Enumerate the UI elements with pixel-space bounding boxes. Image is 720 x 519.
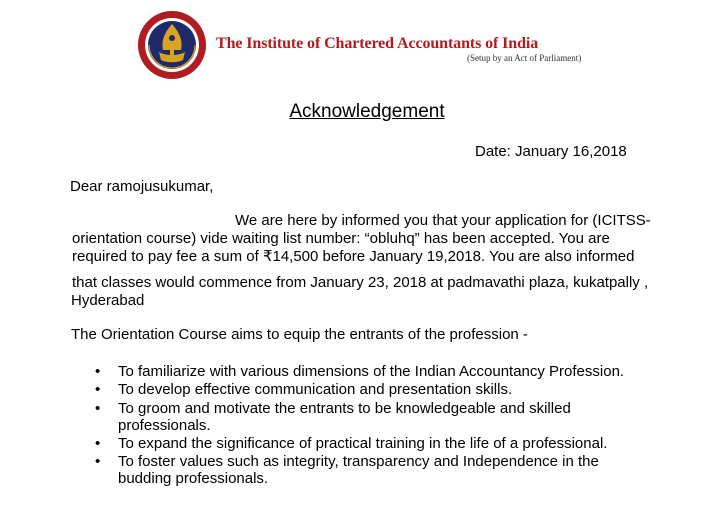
list-item-text: To groom and motivate the entrants to be knowledgeable and skilled [118,400,571,417]
body-line: required to pay fee a sum of ₹14,500 before January 19,2018. You are also informed [72,248,635,265]
body-line: Hyderabad [71,292,145,309]
list-item-text: To develop effective communication and presentation skills. [118,381,513,398]
letterhead [137,10,597,80]
list-item [92,363,624,380]
list-item-text: professionals. [118,417,211,434]
aims-list [92,363,624,487]
org-subtitle: (Setup by an Act of Parliament) [467,53,582,63]
aims-intro: The Orientation Course aims to equip the entrants of the profession - [71,326,528,343]
list-item-text: To expand the significance of practical training in the life of a professional. [118,435,608,452]
icai-emblem-icon [137,10,207,80]
list-item [92,381,624,398]
body-line: We are here by informed you that your application for (ICITSS- [235,212,651,229]
body-line: that classes would commence from January 23, 2018 at padmavathi plaza, kukatpally , [72,274,649,291]
list-item [92,453,624,487]
bullet-icon: • [95,435,101,452]
bullet-icon: • [95,453,101,470]
list-item [92,435,624,452]
bullet-icon: • [95,400,101,417]
body-line: orientation course) vide waiting list number: “obluhq” has been accepted. You are [72,230,610,247]
list-item-text: To foster values such as integrity, transparency and Independence in the [118,453,599,470]
bullet-icon: • [95,381,101,398]
list-item [92,400,624,434]
list-item-text: To familiarize with various dimensions of the Indian Accountancy Profession. [118,363,625,380]
bullet-icon: • [95,363,101,380]
letter-date: Date: January 16,2018 [475,143,627,160]
org-name: The Institute of Chartered Accountants of India [216,35,539,52]
salutation: Dear ramojusukumar, [70,178,214,195]
list-item-text: budding professionals. [118,470,269,487]
page-title: Acknowledgement [289,101,445,122]
